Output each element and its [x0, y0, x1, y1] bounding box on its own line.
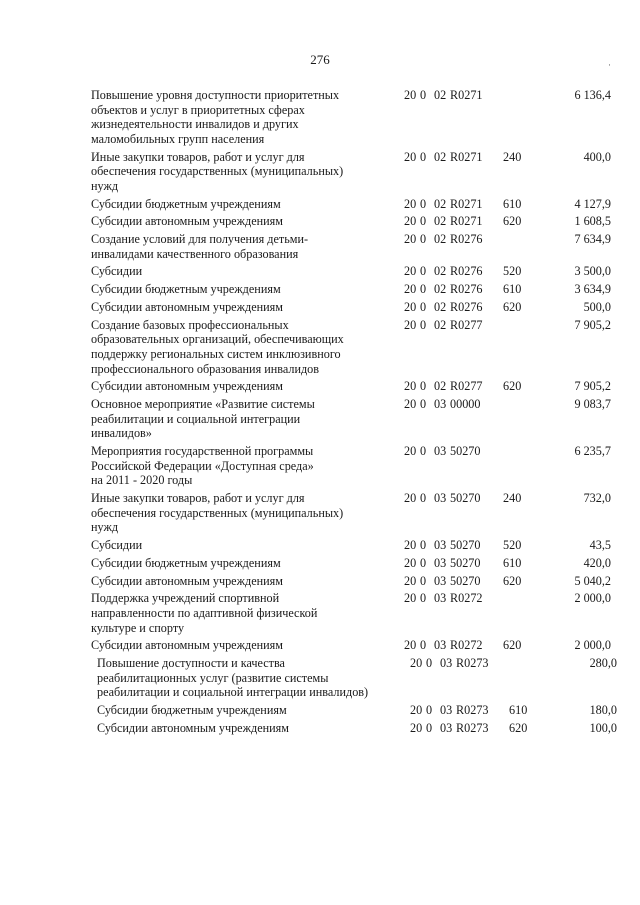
- row-name: Субсидии бюджетным учреждениям: [91, 282, 281, 297]
- table-row: [91, 88, 611, 146]
- code-program: 20: [404, 491, 417, 506]
- code-direction: R0273: [456, 656, 489, 671]
- row-amount: 1 608,5: [574, 214, 611, 229]
- code-program: 20: [404, 638, 417, 653]
- code-subprogram: 0: [420, 573, 427, 588]
- code-program: 20: [404, 555, 417, 570]
- code-main-event: 02: [434, 282, 447, 297]
- row-classification-code: [404, 232, 496, 247]
- row-name: Иные закупки товаров, работ и услуг для обеспечения государственных (муниципальных) нужд: [91, 491, 344, 535]
- code-program: 20: [404, 282, 417, 297]
- code-subprogram: 0: [420, 300, 427, 315]
- code-subprogram: 0: [420, 397, 427, 412]
- code-subprogram: 0: [420, 638, 427, 653]
- row-amount: 2 000,0: [574, 638, 611, 653]
- row-classification-code: [404, 556, 496, 571]
- code-subprogram: 0: [426, 720, 433, 735]
- code-direction: R0273: [456, 720, 489, 735]
- row-classification-code: [404, 574, 496, 589]
- code-direction: 50270: [450, 573, 481, 588]
- code-program: 20: [404, 264, 417, 279]
- row-name: Субсидии автономным учреждениям: [91, 379, 283, 394]
- row-amount: 7 905,2: [574, 317, 611, 332]
- code-main-event: 03: [440, 656, 453, 671]
- code-subprogram: 0: [420, 264, 427, 279]
- code-direction: R0271: [450, 214, 483, 229]
- code-program: 20: [410, 720, 423, 735]
- table-row: [97, 721, 617, 736]
- code-subprogram: 0: [420, 282, 427, 297]
- table-row: [91, 538, 611, 553]
- row-expense-type: 620: [503, 573, 522, 588]
- row-amount: 4 127,9: [574, 196, 611, 211]
- row-amount: 180,0: [589, 703, 617, 718]
- code-program: 20: [404, 444, 417, 459]
- row-classification-code: [404, 264, 496, 279]
- page-number: 276: [310, 52, 330, 67]
- code-subprogram: 0: [420, 538, 427, 553]
- row-classification-code: [404, 300, 496, 315]
- row-classification-code: [404, 638, 496, 653]
- row-expense-type: 620: [503, 379, 522, 394]
- code-direction: R0272: [450, 638, 483, 653]
- code-main-event: 03: [434, 397, 447, 412]
- row-expense-type: 620: [503, 214, 522, 229]
- row-name: Повышение доступности и качества реабилитационных услуг (развитие системы реабилитации и социальной интеграции инвалидов): [97, 656, 369, 700]
- code-program: 20: [410, 656, 423, 671]
- row-name: Создание условий для получения детьми- инвалидами качественного образования: [91, 232, 309, 261]
- code-program: 20: [404, 149, 417, 164]
- row-amount: 9 083,7: [574, 397, 611, 412]
- code-direction: R0276: [450, 282, 483, 297]
- code-direction: R0272: [450, 591, 483, 606]
- code-direction: 50270: [450, 444, 481, 459]
- code-program: 20: [404, 88, 417, 102]
- code-main-event: 03: [434, 555, 447, 570]
- row-classification-code: [404, 379, 496, 394]
- code-direction: 50270: [450, 555, 481, 570]
- row-name: Поддержка учреждений спортивной направленности по адаптивной физической культуре и спорту: [91, 591, 318, 635]
- row-classification-code: [410, 656, 502, 671]
- row-name: Субсидии бюджетным учреждениям: [97, 703, 287, 718]
- code-program: 20: [404, 397, 417, 412]
- table-row: [91, 232, 611, 261]
- row-expense-type: 520: [503, 538, 522, 553]
- table-row: [91, 397, 611, 441]
- row-expense-type: 620: [509, 720, 528, 735]
- code-main-event: 02: [434, 300, 447, 315]
- row-classification-code: [404, 214, 496, 229]
- code-main-event: 03: [440, 720, 453, 735]
- row-amount: 7 905,2: [574, 379, 611, 394]
- code-direction: 50270: [450, 538, 481, 553]
- row-expense-type: 520: [503, 264, 522, 279]
- code-direction: R0273: [456, 703, 489, 718]
- row-name: Субсидии автономным учреждениям: [91, 638, 283, 653]
- code-direction: R0276: [450, 232, 483, 247]
- row-expense-type: 240: [503, 491, 522, 506]
- table-row: [91, 318, 611, 376]
- code-program: 20: [404, 573, 417, 588]
- code-main-event: 03: [434, 591, 447, 606]
- table-row: [91, 282, 611, 297]
- table-row: [91, 197, 611, 212]
- row-name: Субсидии автономным учреждениям: [91, 300, 283, 315]
- code-main-event: 02: [434, 149, 447, 164]
- row-name: Субсидии автономным учреждениям: [97, 720, 289, 735]
- table-row: [91, 491, 611, 535]
- code-subprogram: 0: [420, 379, 427, 394]
- code-main-event: 03: [434, 573, 447, 588]
- code-subprogram: 0: [426, 703, 433, 718]
- code-direction: R0276: [450, 300, 483, 315]
- table-row: [91, 300, 611, 315]
- code-subprogram: 0: [420, 591, 427, 606]
- row-name: Субсидии автономным учреждениям: [91, 214, 283, 229]
- table-row: [91, 638, 611, 653]
- code-subprogram: 0: [420, 214, 427, 229]
- row-amount: 3 500,0: [574, 264, 611, 279]
- row-amount: 400,0: [583, 149, 611, 164]
- row-name: Основное мероприятие «Развитие системы реабилитации и социальной интеграции инвалидов»: [91, 397, 315, 441]
- table-row: [91, 264, 611, 279]
- row-name: Иные закупки товаров, работ и услуг для обеспечения государственных (муниципальных) нужд: [91, 149, 344, 193]
- code-direction: 50270: [450, 491, 481, 506]
- row-name: Мероприятия государственной программы Российской Федерации «Доступная среда» на 2011 - 2020 годы: [91, 444, 314, 488]
- code-subprogram: 0: [420, 444, 427, 459]
- code-main-event: 03: [434, 491, 447, 506]
- row-expense-type: 610: [509, 703, 528, 718]
- row-amount: 6 136,4: [574, 88, 611, 102]
- row-amount: 420,0: [583, 555, 611, 570]
- table-row: [91, 444, 611, 488]
- code-main-event: 02: [434, 379, 447, 394]
- code-direction: R0277: [450, 379, 483, 394]
- corner-mark: ·: [608, 60, 611, 70]
- code-main-event: 02: [434, 232, 447, 247]
- code-program: 20: [404, 300, 417, 315]
- code-main-event: 02: [434, 264, 447, 279]
- row-amount: 100,0: [589, 720, 617, 735]
- row-classification-code: [404, 197, 496, 212]
- row-classification-code: [404, 88, 496, 103]
- row-amount: 500,0: [583, 300, 611, 315]
- code-program: 20: [404, 232, 417, 247]
- row-name: Субсидии бюджетным учреждениям: [91, 555, 281, 570]
- row-expense-type: 240: [503, 149, 522, 164]
- table-row: [91, 556, 611, 571]
- code-main-event: 03: [434, 538, 447, 553]
- code-main-event: 02: [434, 214, 447, 229]
- code-direction: R0271: [450, 196, 483, 211]
- row-classification-code: [404, 538, 496, 553]
- row-classification-code: [404, 318, 496, 333]
- budget-table: [91, 88, 617, 739]
- code-program: 20: [404, 317, 417, 332]
- code-subprogram: 0: [420, 88, 427, 102]
- row-classification-code: [404, 150, 496, 165]
- code-direction: R0276: [450, 264, 483, 279]
- row-amount: 280,0: [589, 656, 617, 671]
- table-row: [91, 379, 611, 394]
- row-expense-type: 620: [503, 300, 522, 315]
- row-classification-code: [404, 444, 496, 459]
- row-name: Субсидии: [91, 264, 143, 279]
- row-amount: 3 634,9: [574, 282, 611, 297]
- code-main-event: 03: [434, 444, 447, 459]
- row-amount: 6 235,7: [574, 444, 611, 459]
- code-program: 20: [404, 538, 417, 553]
- row-name: Субсидии автономным учреждениям: [91, 573, 283, 588]
- row-classification-code: [404, 491, 496, 506]
- code-direction: R0277: [450, 317, 483, 332]
- row-amount: 7 634,9: [574, 232, 611, 247]
- code-subprogram: 0: [426, 656, 433, 671]
- table-row: [91, 150, 611, 194]
- row-expense-type: 620: [503, 638, 522, 653]
- row-amount: 732,0: [583, 491, 611, 506]
- row-amount: 43,5: [589, 538, 611, 553]
- code-main-event: 02: [434, 317, 447, 332]
- row-expense-type: 610: [503, 282, 522, 297]
- table-row: [97, 703, 617, 718]
- code-subprogram: 0: [420, 196, 427, 211]
- row-name: Создание базовых профессиональных образовательных организаций, обеспечивающих поддержку региональных систем инклюзивного профессионального образования инвалидов: [91, 317, 344, 376]
- code-subprogram: 0: [420, 317, 427, 332]
- row-name: Повышение уровня доступности приоритетных объектов и услуг в приоритетных сферах жизнедеятельности инвалидов и других маломобильных групп населения: [91, 88, 340, 146]
- code-main-event: 03: [440, 703, 453, 718]
- code-direction: R0271: [450, 88, 483, 102]
- code-program: 20: [404, 591, 417, 606]
- row-name: Субсидии: [91, 538, 143, 553]
- table-row: [91, 591, 611, 635]
- row-amount: 2 000,0: [574, 591, 611, 606]
- code-subprogram: 0: [420, 491, 427, 506]
- row-expense-type: 610: [503, 196, 522, 211]
- table-row: [91, 574, 611, 589]
- row-classification-code: [410, 721, 502, 736]
- row-classification-code: [410, 703, 502, 718]
- code-program: 20: [410, 703, 423, 718]
- code-program: 20: [404, 379, 417, 394]
- code-program: 20: [404, 214, 417, 229]
- code-subprogram: 0: [420, 555, 427, 570]
- row-expense-type: 610: [503, 555, 522, 570]
- code-main-event: 02: [434, 88, 447, 102]
- row-amount: 5 040,2: [574, 573, 611, 588]
- table-row: [97, 656, 617, 700]
- code-subprogram: 0: [420, 232, 427, 247]
- code-main-event: 03: [434, 638, 447, 653]
- code-subprogram: 0: [420, 149, 427, 164]
- code-main-event: 02: [434, 196, 447, 211]
- row-name: Субсидии бюджетным учреждениям: [91, 196, 281, 211]
- code-program: 20: [404, 196, 417, 211]
- code-direction: R0271: [450, 149, 483, 164]
- row-classification-code: [404, 282, 496, 297]
- code-direction: 00000: [450, 397, 481, 412]
- table-row: [91, 214, 611, 229]
- row-classification-code: [404, 591, 496, 606]
- row-classification-code: [404, 397, 496, 412]
